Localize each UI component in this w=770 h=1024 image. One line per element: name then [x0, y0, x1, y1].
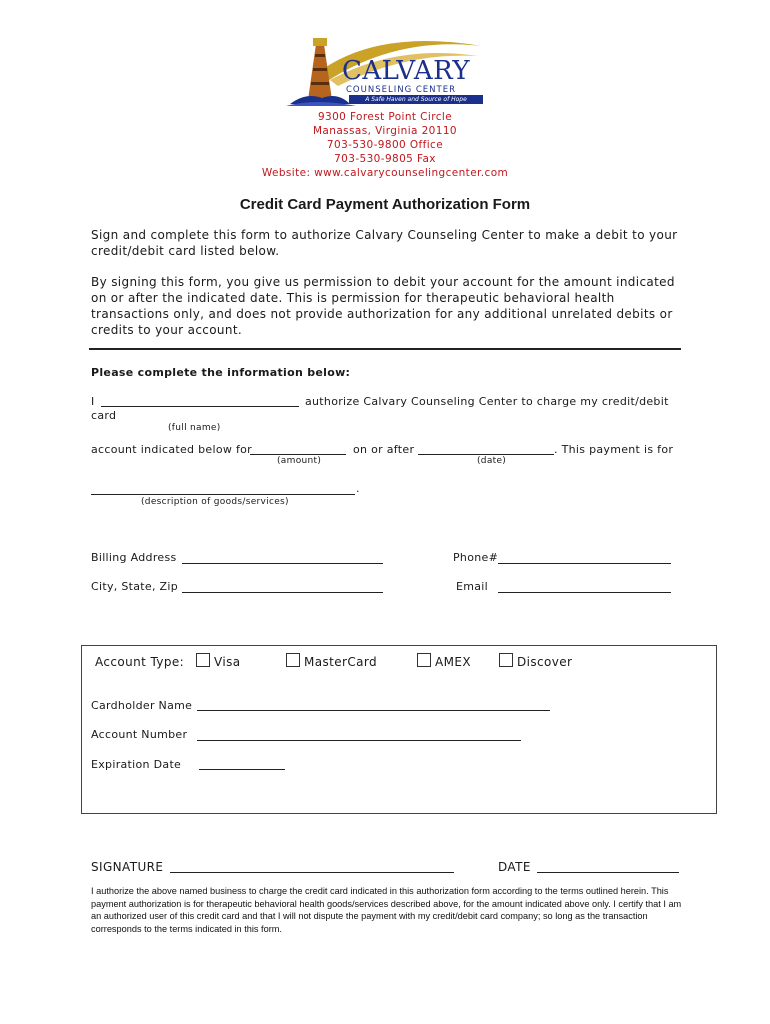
- signature-field[interactable]: [170, 872, 454, 873]
- discover-label: Discover: [517, 655, 573, 669]
- auth-text: authorize Calvary Counseling Center to charge my credit/debit: [305, 395, 669, 408]
- account-number-field[interactable]: [197, 740, 521, 741]
- description-field[interactable]: [91, 494, 355, 495]
- section-heading: Please complete the information below:: [91, 366, 351, 379]
- permission-paragraph: By signing this form, you give us permission to debit your account for the amount indicated on or after the indicated date. This is permission for therapeutic behavioral health transactions only, and does not provide authorization for any additional unrelated debits or credits to your account.: [91, 275, 675, 337]
- billing-address-field[interactable]: [182, 563, 383, 564]
- full-name-field[interactable]: [101, 406, 299, 407]
- auth-prefix: I: [91, 395, 95, 408]
- account-text: account indicated below for: [91, 443, 252, 456]
- amex-checkbox[interactable]: [417, 653, 431, 667]
- city-state-zip-label: City, State, Zip: [91, 580, 179, 593]
- phone-field[interactable]: [498, 563, 671, 564]
- visa-label: Visa: [214, 655, 241, 669]
- full-name-hint: (full name): [168, 423, 221, 433]
- website-link[interactable]: Website: www.calvarycounselingcenter.com: [261, 167, 509, 179]
- email-label: Email: [456, 580, 489, 593]
- amex-label: AMEX: [435, 655, 471, 669]
- signature-date-field[interactable]: [537, 872, 679, 873]
- expiration-date-label: Expiration Date: [91, 758, 182, 771]
- office-phone: 703-530-9800 Office: [326, 139, 444, 151]
- fax-number: 703-530-9805 Fax: [334, 153, 436, 165]
- visa-checkbox[interactable]: [196, 653, 210, 667]
- phone-label: Phone#: [453, 551, 499, 564]
- authorization-disclaimer: I authorize the above named business to charge the credit card indicated in this authorization form according to the terms outlined herein. This payment authorization is for therapeutic behavioral health goods/services described above, for the amount indicated above only. I certify that I am an authorized user of this credit card and that I will not dispute the payment with my credit/debit card company; so long as the transaction corresponds to the terms indicated in this form.: [91, 886, 682, 934]
- amount-field[interactable]: [250, 454, 346, 455]
- cardholder-name-field[interactable]: [197, 710, 550, 711]
- discover-checkbox[interactable]: [499, 653, 513, 667]
- billing-address-label: Billing Address: [91, 551, 177, 564]
- amount-hint: (amount): [277, 456, 322, 466]
- date-label: DATE: [498, 860, 531, 874]
- description-period: .: [356, 482, 360, 495]
- logo-subtitle: COUNSELING CENTER: [346, 85, 456, 95]
- email-field[interactable]: [498, 592, 671, 593]
- description-hint: (description of goods/services): [141, 497, 289, 507]
- address-line-1: 9300 Forest Point Circle: [317, 111, 453, 123]
- section-divider: [89, 348, 681, 350]
- date-field[interactable]: [418, 454, 554, 455]
- date-hint: (date): [477, 456, 507, 466]
- city-state-zip-field[interactable]: [182, 592, 383, 593]
- form-title: Credit Card Payment Authorization Form: [239, 196, 531, 213]
- card-word: card: [91, 409, 117, 422]
- account-number-label: Account Number: [91, 728, 188, 741]
- expiration-date-field[interactable]: [199, 769, 285, 770]
- logo-name: CALVARY: [342, 56, 471, 86]
- logo-tagline: A Safe Haven and Source of Hope: [349, 95, 483, 104]
- on-or-after-text: on or after: [353, 443, 415, 456]
- mastercard-checkbox[interactable]: [286, 653, 300, 667]
- signature-label: SIGNATURE: [91, 860, 164, 874]
- mastercard-label: MasterCard: [304, 655, 378, 669]
- intro-paragraph: Sign and complete this form to authorize Calvary Counseling Center to make a debit to your credit/debit card listed below.: [91, 228, 678, 258]
- account-type-label: Account Type:: [95, 655, 185, 669]
- payment-for-text: . This payment is for: [554, 443, 674, 456]
- cardholder-name-label: Cardholder Name: [91, 699, 193, 712]
- address-line-2: Manassas, Virginia 20110: [312, 125, 458, 137]
